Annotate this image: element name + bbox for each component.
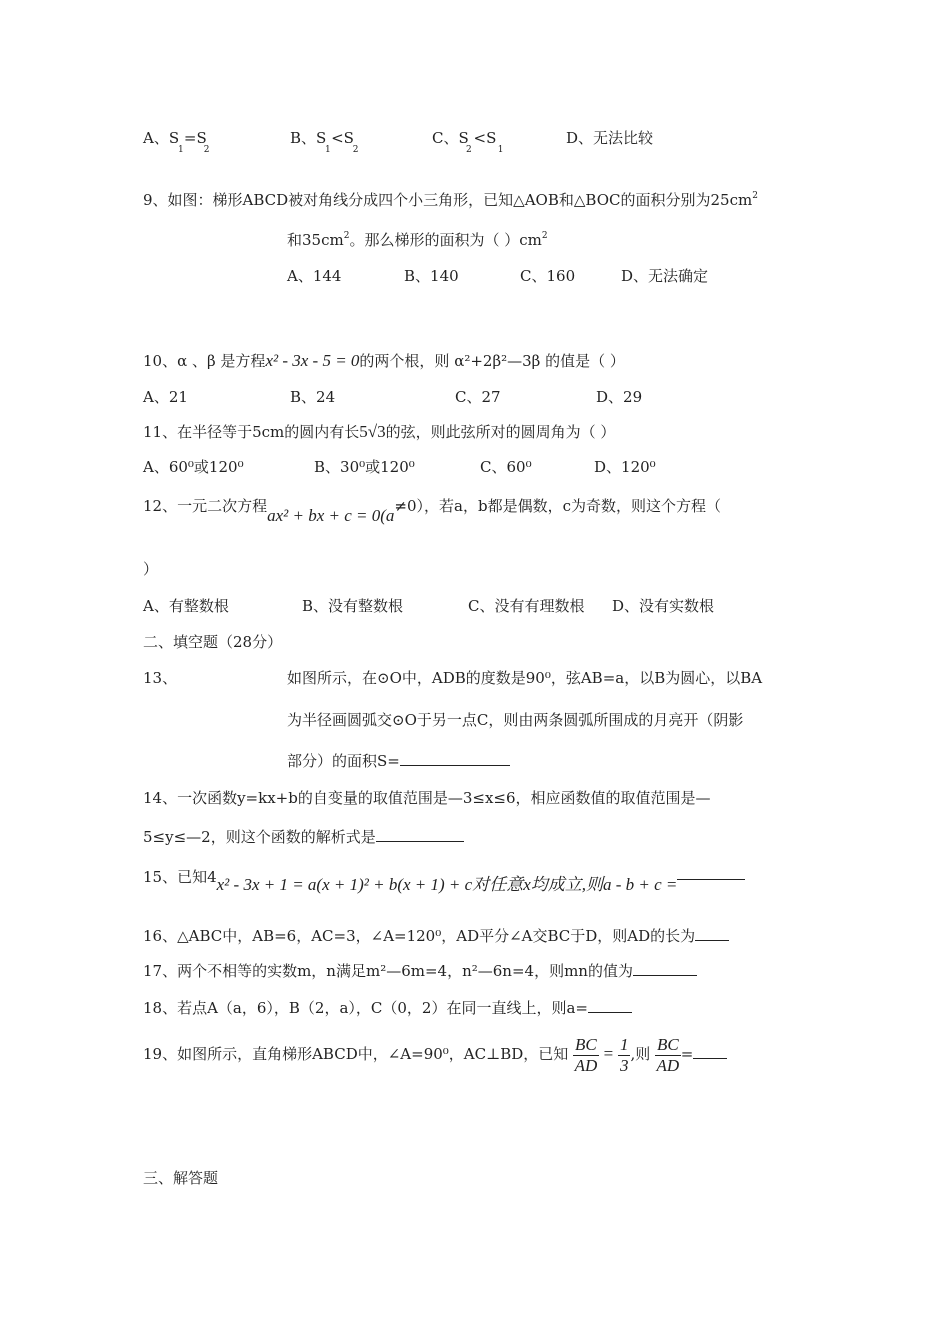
q19-fraction-1: $\frac{BC}{AD}$ xyxy=(574,1034,598,1075)
q19-fraction-3: $\frac{BC}{AD}$ xyxy=(656,1034,680,1075)
q10-equation: x² - 3x - 5 = 0 xyxy=(265,351,360,370)
q18-stem: 18、若点A（a，6），B（2，a），C（0，2）在同一直线上，则a= xyxy=(143,997,632,1018)
q8-option-c: C、S <S xyxy=(432,129,497,147)
section-2-heading: 二、填空题（28分） xyxy=(143,633,283,651)
q9-option-d: D、无法确定 xyxy=(621,267,709,285)
q10-option-a: A、21 xyxy=(143,388,188,406)
q10-stem: 10、α 、β 是方程x² - 3x - 5 = 0的两个根，则 α²+2β²—3β 的值是（ ） xyxy=(143,351,625,370)
q8-option-b-subscripts: 1 2 xyxy=(325,145,359,155)
q10-option-d: D、29 xyxy=(596,388,643,406)
q13-answer-blank[interactable] xyxy=(400,750,510,766)
q8-option-b: B、S <S xyxy=(290,129,354,147)
q13-line3: 部分）的面积S= xyxy=(287,750,510,771)
q9-stem-line1: 9、如图：梯形ABCD被对角线分成四个小三角形，已知△AOB和△BOC的面积分别为$25cm^2$ xyxy=(143,191,758,209)
q8-option-a: A、S =S xyxy=(143,129,207,147)
q18-answer-blank[interactable] xyxy=(588,997,632,1013)
q12-stem-cont: ） xyxy=(143,560,159,578)
q13-line2: 为半径画圆弧交⊙O于另一点C，则由两条圆弧所围成的月亮开（阴影 xyxy=(287,711,744,729)
q11-root: 5√3 xyxy=(359,422,386,441)
q12-option-c: C、没有有理数根 xyxy=(468,597,585,615)
q13-number: 13、 xyxy=(143,669,178,687)
q9-stem-line2: 和$35cm^2$。那么梯形的面积为（ ）$cm^2$ xyxy=(287,231,548,249)
q10-option-c: C、27 xyxy=(455,388,501,406)
q11-stem: 11、在半径等于5cm的圆内有长5√3的弦，则此弦所对的圆周角为（ ） xyxy=(143,422,616,441)
q11-option-d: D、120⁰ xyxy=(594,458,656,476)
q15-answer-blank[interactable] xyxy=(677,864,745,880)
q12-option-b: B、没有整数根 xyxy=(302,597,404,615)
q11-option-c: C、60⁰ xyxy=(480,458,532,476)
q8-option-a-subscripts: 1 2 xyxy=(178,145,210,155)
q17-stem: 17、两个不相等的实数m，n满足m²—6m=4，n²—6n=4，则mn的值为 xyxy=(143,960,697,981)
q14-line1: 14、一次函数y=kx+b的自变量的取值范围是—3≤x≤6，相应函数值的取值范围是— xyxy=(143,789,711,807)
q15-stem: 15、已知4x² - 3x + 1 = a(x + 1)² + b(x + 1) + c对任意x均成立,则a - b + c = xyxy=(143,866,745,887)
q10-option-b: B、24 xyxy=(290,388,336,406)
q15-equation: x² - 3x + 1 = a(x + 1)² + b(x + 1) + c对任意x均成立,则a - b + c = xyxy=(216,875,678,894)
q11-option-b: B、30⁰或120⁰ xyxy=(314,458,415,476)
q9-option-a: A、144 xyxy=(287,267,342,285)
q14-line2: 5≤y≤—2，则这个函数的解析式是 xyxy=(143,826,464,847)
q12-stem: 12、一元二次方程ax² + bx + c = 0(a≠0），若a，b都是偶数，c为奇数，则这个方程（ xyxy=(143,497,721,525)
section-3-heading: 三、解答题 xyxy=(143,1169,219,1187)
q16-answer-blank[interactable] xyxy=(695,925,729,941)
q12-equation: ax² + bx + c = 0(a xyxy=(267,506,395,525)
q19-stem: 19、如图所示，直角梯形ABCD中，∠A=90⁰，AC⊥BD，已知 $\frac{BC}{AD}$ = $\frac{1}{3}$ ,则 $\frac{BC}{AD}$ = xyxy=(143,1032,727,1076)
q11-option-a: A、60⁰或120⁰ xyxy=(143,458,244,476)
q16-stem: 16、△ABC中，AB=6，AC=3，∠A=120⁰，AD平分∠A交BC于D，则AD的长为 xyxy=(143,925,729,946)
q17-answer-blank[interactable] xyxy=(633,960,697,976)
q8-option-d: D、无法比较 xyxy=(566,129,654,147)
q12-option-a: A、有整数根 xyxy=(143,597,229,615)
q12-option-d: D、没有实数根 xyxy=(612,597,715,615)
q13-line1: 如图所示，在⊙O中，ADB的度数是90⁰，弦AB=a，以B为圆心，以BA xyxy=(287,669,763,687)
q19-answer-blank[interactable] xyxy=(693,1043,727,1059)
q9-option-c: C、160 xyxy=(520,267,576,285)
q9-option-b: B、140 xyxy=(404,267,459,285)
q19-fraction-2: $\frac{1}{3}$ xyxy=(619,1034,629,1075)
q14-answer-blank[interactable] xyxy=(376,826,464,842)
q8-option-c-subscripts: 2 1 xyxy=(466,145,504,155)
